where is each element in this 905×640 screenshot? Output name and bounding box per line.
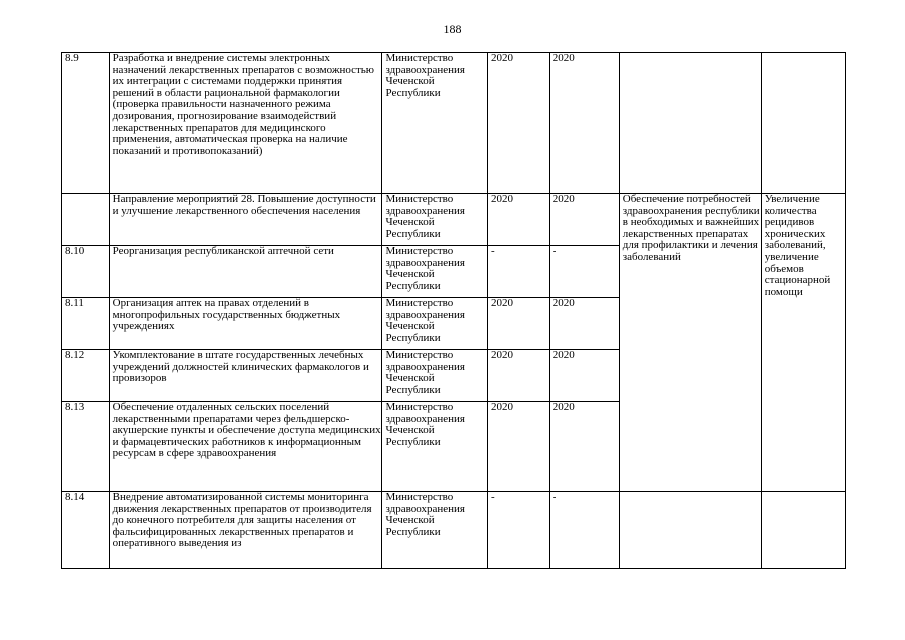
activity-name: Реорганизация республиканской аптечной сети (109, 246, 382, 298)
start-year: 2020 (487, 53, 549, 194)
row-number (62, 194, 110, 246)
start-year: - (487, 246, 549, 298)
row-number: 8.13 (62, 402, 110, 492)
end-year: 2020 (549, 402, 619, 492)
responsible-executor: Министерство здравоохранения Чеченской Республики (382, 492, 487, 569)
end-year: 2020 (549, 298, 619, 350)
activity-name: Направление мероприятий 28. Повышение доступности и улучшение лекарственного обеспечения населения (109, 194, 382, 246)
row-number: 8.12 (62, 350, 110, 402)
start-year: 2020 (487, 194, 549, 246)
consequences (761, 492, 845, 569)
responsible-executor: Министерство здравоохранения Чеченской Республики (382, 53, 487, 194)
row-number: 8.14 (62, 492, 110, 569)
activities-table (61, 52, 846, 569)
start-year: 2020 (487, 402, 549, 492)
end-year: 2020 (549, 194, 619, 246)
expected-result (619, 53, 761, 194)
row-number: 8.10 (62, 246, 110, 298)
row-number: 8.11 (62, 298, 110, 350)
activity-name: Укомплектование в штате государственных лечебных учреждений должностей клинических фармакологов и провизоров (109, 350, 382, 402)
responsible-executor: Министерство здравоохранения Чеченской Республики (382, 194, 487, 246)
responsible-executor: Министерство здравоохранения Чеченской Республики (382, 350, 487, 402)
start-year: 2020 (487, 350, 549, 402)
end-year: 2020 (549, 350, 619, 402)
table-row (62, 492, 846, 569)
end-year: - (549, 246, 619, 298)
responsible-executor: Министерство здравоохранения Чеченской Республики (382, 402, 487, 492)
activity-name: Организация аптек на правах отделений в многопрофильных государственных бюджетных учреждениях (109, 298, 382, 350)
table-row (62, 53, 846, 194)
expected-result: Обеспечение потребностей здравоохранения республики в необходимых и важнейших лекарственных препаратах для профилактики и лечения заболеваний (619, 194, 761, 492)
responsible-executor: Министерство здравоохранения Чеченской Республики (382, 298, 487, 350)
expected-result (619, 492, 761, 569)
start-year: 2020 (487, 298, 549, 350)
end-year: - (549, 492, 619, 569)
end-year: 2020 (549, 53, 619, 194)
responsible-executor: Министерство здравоохранения Чеченской Республики (382, 246, 487, 298)
activity-name: Внедрение автоматизированной системы мониторинга движения лекарственных препаратов от производителя до конечного потребителя для защиты населения от фальсифицированных лекарственных препаратов и оперативного выведения из (109, 492, 382, 569)
page-number: 188 (443, 22, 462, 36)
consequences (761, 53, 845, 194)
start-year: - (487, 492, 549, 569)
table-row (62, 194, 846, 246)
consequences: Увеличение количества рецидивов хронических заболеваний, увеличение объемов стационарной помощи (761, 194, 845, 492)
activity-name: Разработка и внедрение системы электронных назначений лекарственных препаратов с возможностью их интеграции с системами поддержки принятия решений в области рациональной фармакологии (проверка правильности назначенного режима дозирования, прогнозирование взаимодействий лекарственных препаратов для медицинского применения, автоматическая проверка на наличие показаний и противопоказаний) (109, 53, 382, 194)
activity-name: Обеспечение отдаленных сельских поселений лекарственными препаратами через фельдшерско-акушерские пункты и обеспечение доступа медицинских и фармацевтических работников к информационным ресурсам в сфере здравоохранения (109, 402, 382, 492)
row-number: 8.9 (62, 53, 110, 194)
